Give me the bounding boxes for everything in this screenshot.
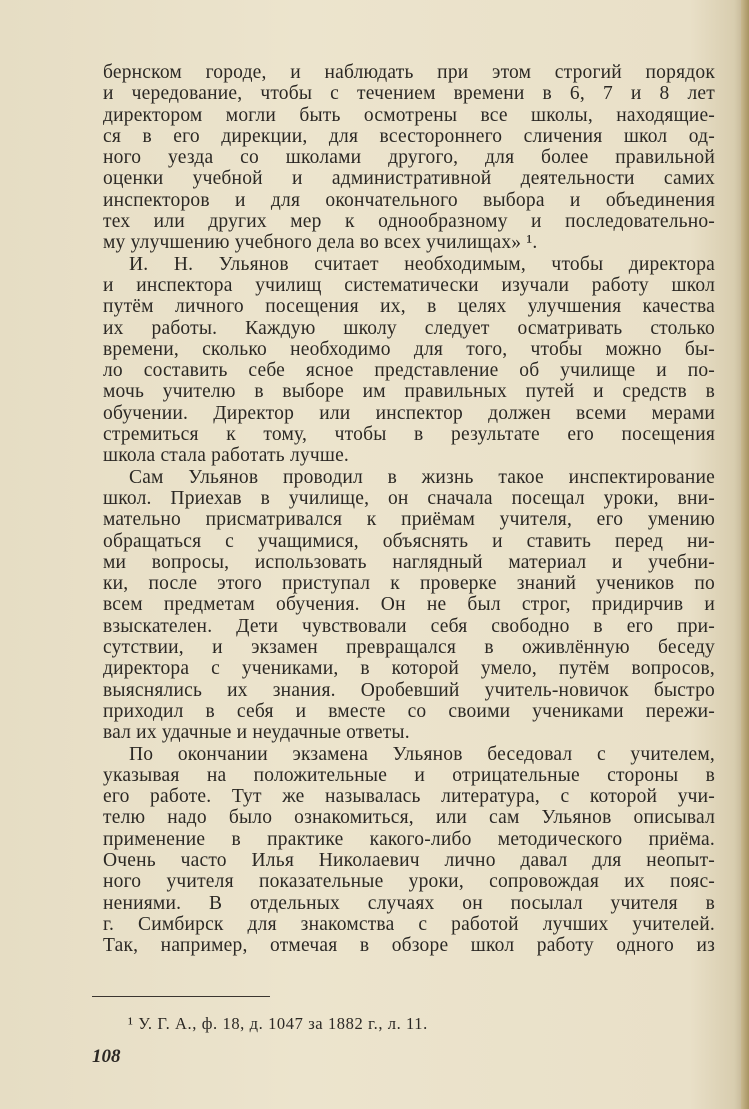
text-line: директором могли быть осмотрены все школы, находящие- — [103, 104, 715, 126]
body-text — [103, 62, 715, 956]
text-line: ки, после этого приступал к проверке знаний учеников по — [103, 573, 715, 595]
text-line: школ. Приехав в училище, он сначала посещал уроки, вни- — [103, 487, 715, 509]
text-line: школа стала работать лучше. — [103, 445, 350, 467]
text-line: ся в его дирекции, для всестороннего сличения школ од- — [103, 125, 715, 147]
text-line: всем предметам обучения. Он не был строг, придирчив и — [103, 594, 715, 616]
text-line: обучении. Директор или инспектор должен всеми мерами — [103, 402, 715, 424]
text-line: мательно присматривался к приёмам учителя, его умению — [103, 509, 715, 531]
text-line: выяснялись их знания. Оробевший учитель-новичок быстро — [103, 679, 715, 701]
text-line: ми вопросы, использовать наглядный материал и учебни- — [103, 551, 715, 573]
text-line: инспекторов и для окончательного выбора и объединения — [103, 189, 715, 211]
footnote-divider — [92, 996, 270, 997]
text-line: приходил в себя и вместе со своими учениками пережи- — [103, 700, 715, 722]
text-line: ного уезда со школами другого, для более правильной — [103, 147, 715, 169]
text-line: оценки учебной и административной деятельности самих — [103, 168, 715, 190]
text-line: стремиться к тому, чтобы в результате его посещения — [103, 424, 715, 446]
page-edge — [741, 0, 749, 1109]
text-line: ло составить себе ясное представление об училище и по- — [103, 360, 715, 382]
paragraph-start: Сам Ульянов проводил в жизнь такое инспектирование — [129, 466, 715, 488]
text-line: му улучшению учебного дела во всех училищах» ¹. — [103, 232, 538, 254]
page-number: 108 — [92, 1046, 121, 1067]
text-line: их работы. Каждую школу следует осматривать столько — [103, 317, 715, 339]
text-line: и инспектора училищ систематически изучали работу школ — [103, 274, 715, 296]
text-line: нениями. В отдельных случаях он посылал учителя в — [103, 892, 715, 914]
text-line: директора с учениками, в которой умело, путём вопросов, — [103, 658, 715, 680]
text-line: путём личного посещения их, в целях улучшения качества — [103, 296, 715, 318]
text-line: взыскателен. Дети чувствовали себя свободно в его при- — [103, 615, 715, 637]
text-line: телю надо было ознакомиться, или сам Ульянов описывал — [103, 807, 715, 829]
footnote: ¹ У. Г. А., ф. 18, д. 1047 за 1882 г., л. 11. — [128, 1014, 428, 1033]
text-line: обращаться с учащимися, объяснять и ставить перед ни- — [103, 530, 715, 552]
text-line: тех или других мер к однообразному и последовательно- — [103, 211, 715, 233]
text-line: указывая на положительные и отрицательные стороны в — [103, 764, 715, 786]
text-line: вал их удачные и неудачные ответы. — [103, 722, 410, 744]
text-line: ного учителя показательные уроки, сопровождая их пояс- — [103, 871, 715, 893]
paragraph-start: И. Н. Ульянов считает необходимым, чтобы директора — [129, 253, 715, 275]
text-line: времени, сколько необходимо для того, чтобы можно бы- — [103, 338, 715, 360]
text-line: Очень часто Илья Николаевич лично давал для неопыт- — [103, 849, 715, 871]
text-line: бернском городе, и наблюдать при этом строгий порядок — [103, 62, 715, 83]
text-line: и чередование, чтобы с течением времени в 6, 7 и 8 лет — [103, 83, 715, 105]
text-line: Так, например, отмечая в обзоре школ работу одного из — [103, 935, 715, 957]
text-line: его работе. Тут же называлась литература, с которой учи- — [103, 786, 715, 808]
text-line: сутствии, и экзамен превращался в оживлённую беседу — [103, 637, 715, 659]
text-line: г. Симбирск для знакомства с работой лучших учителей. — [103, 913, 715, 935]
paragraph-start: По окончании экзамена Ульянов беседовал с учителем, — [129, 743, 715, 765]
text-line: мочь учителю в выборе им правильных путей и средств в — [103, 381, 715, 403]
text-line: применение в практике какого-либо методического приёма. — [103, 828, 715, 850]
